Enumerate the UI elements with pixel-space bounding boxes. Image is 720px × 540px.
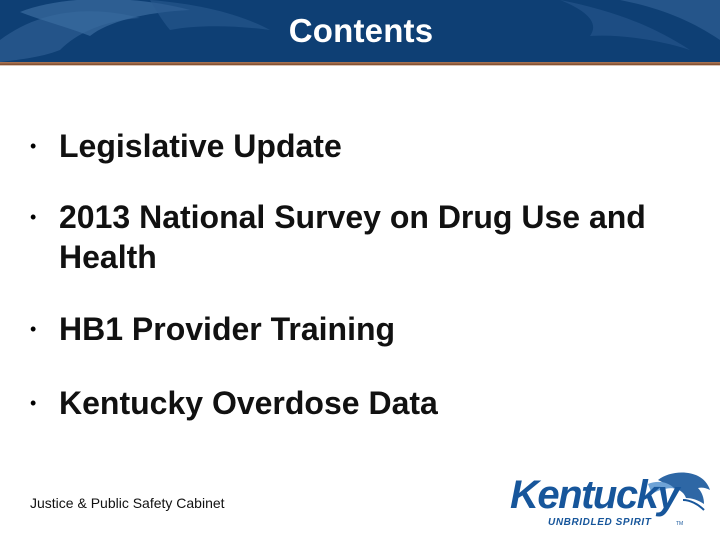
bullet-text: Legislative Update <box>59 128 342 164</box>
kentucky-unbridled-spirit-logo <box>508 470 713 532</box>
slide-title: Contents <box>288 12 434 49</box>
bullet-text: 2013 National Survey on Drug Use and Health <box>59 199 646 275</box>
logo-wordmark: Kentucky <box>510 473 679 517</box>
bullet-text: HB1 Provider Training <box>59 311 396 347</box>
bullet-dot-icon: • <box>30 319 37 339</box>
logo-tagline: UNBRIDLED SPIRIT <box>548 517 652 528</box>
logo-trademark: TM <box>676 521 684 527</box>
header-accent-rule-light <box>0 65 720 66</box>
bullet-dot-icon: • <box>30 393 37 413</box>
bullet-dot-icon: • <box>30 207 37 227</box>
bullet-text: Kentucky Overdose Data <box>59 385 438 421</box>
slide-header <box>0 0 720 62</box>
bullet-dot-icon: • <box>30 136 37 156</box>
footer-cabinet-name: Justice & Public Safety Cabinet <box>30 495 225 511</box>
